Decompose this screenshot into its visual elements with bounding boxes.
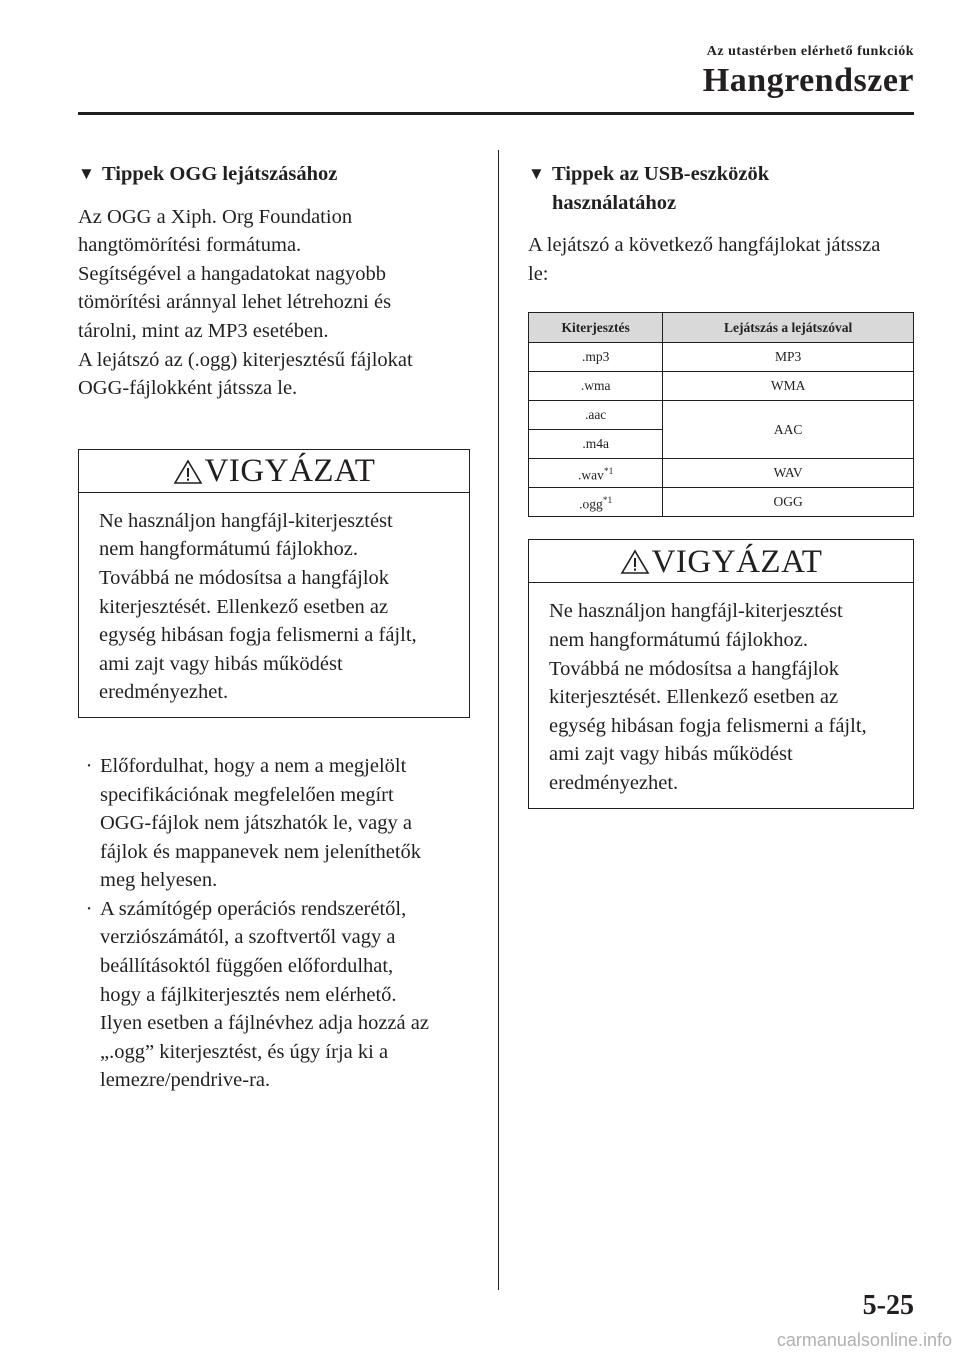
table-cell-format: AAC — [663, 401, 914, 459]
caution-title: VIGYÁZAT — [651, 544, 823, 581]
text-line: Segítségével a hangadatokat nagyobb — [78, 262, 386, 285]
section-heading-text: Tippek OGG lejátszásához — [102, 163, 338, 185]
caution-box-right — [528, 539, 914, 808]
caution-line: Továbbá ne módosítsa a hangfájlok — [549, 657, 840, 680]
table-cell-ext: .aac — [529, 401, 663, 430]
table-row — [529, 343, 914, 372]
column-divider — [498, 150, 499, 1290]
watermark: carmanualsonline.info — [776, 1330, 952, 1350]
header-rule — [78, 112, 914, 115]
text-line: OGG-fájlokként játssza le. — [78, 377, 298, 400]
section-heading-text: használatához — [552, 191, 677, 214]
table-row — [529, 401, 914, 430]
caution-header — [529, 540, 913, 583]
caution-line: kiterjesztését. Ellenkező esetben az — [549, 686, 839, 709]
warning-triangle-icon — [620, 549, 650, 575]
table-header-row — [529, 313, 914, 343]
table-row — [529, 488, 914, 517]
file-format-table — [528, 312, 914, 517]
bullet-line: hogy a fájlkiterjesztés nem elérhető. — [100, 983, 397, 1006]
table-cell-ext — [529, 459, 663, 488]
bullet-list — [78, 752, 470, 1095]
section-heading-text: Tippek az USB-eszközök — [552, 163, 770, 185]
triangle-marker-icon: ▼ — [78, 164, 95, 183]
caution-line: Ne használjon hangfájl-kiterjesztést — [549, 600, 843, 623]
text-line: A lejátszó a következő hangfájlokat játssza — [528, 234, 881, 257]
right-column — [528, 160, 914, 809]
caution-line: ami zajt vagy hibás működést — [549, 743, 793, 766]
table-cell-ext: .wma — [529, 372, 663, 401]
warning-triangle-icon — [173, 459, 203, 485]
footnote-mark: *1 — [602, 495, 613, 506]
table-row — [529, 372, 914, 401]
section-heading-ogg — [78, 160, 470, 189]
ext-text: .ogg — [579, 496, 603, 512]
caution-box-left — [78, 449, 470, 718]
bullet-line: Előfordulhat, hogy a nem a megjelölt — [100, 754, 407, 777]
text-line: le: — [528, 262, 549, 285]
text-line: A lejátszó az (.ogg) kiterjesztésű fájlokat — [78, 348, 413, 371]
text-line: tárolni, mint az MP3 esetében. — [78, 319, 329, 342]
footnote-mark: *1 — [603, 466, 614, 477]
caution-title: VIGYÁZAT — [204, 453, 376, 490]
table-cell-format: MP3 — [663, 343, 914, 372]
bullet-line: verziószámától, a szoftvertől vagy a — [100, 926, 396, 949]
column-header: Lejátszás a lejátszóval — [663, 313, 914, 343]
table-cell-format: WMA — [663, 372, 914, 401]
ogg-description — [78, 203, 470, 403]
bullet-line: lemezre/pendrive-ra. — [100, 1069, 271, 1092]
text-line: hangtömörítési formátuma. — [78, 234, 302, 257]
caution-line: egység hibásan fogja felismerni a fájlt, — [549, 714, 867, 737]
text-line: Az OGG a Xiph. Org Foundation — [78, 205, 353, 228]
column-header: Kiterjesztés — [529, 313, 663, 343]
bullet-line: beállításoktól függően előfordulhat, — [100, 955, 394, 978]
caution-line: ami zajt vagy hibás működést — [99, 652, 343, 675]
page-number: 5-25 — [862, 1290, 914, 1321]
caution-header — [79, 450, 469, 493]
bullet-dot-icon: · — [85, 754, 93, 777]
header-subtitle: Az utastérben elérhető funkciók — [706, 44, 914, 59]
caution-line: kiterjesztését. Ellenkező esetben az — [99, 595, 389, 618]
text-line: tömörítési aránnyal lehet létrehozni és — [78, 291, 392, 314]
list-item — [78, 752, 470, 895]
bullet-line: specifikációnak megfelelően megírt — [100, 783, 394, 806]
bullet-line: fájlok és mappanevek nem jeleníthetők — [100, 840, 422, 863]
list-item — [78, 895, 470, 1095]
caution-body — [79, 493, 469, 717]
caution-line: nem hangformátumú fájlokhoz. — [99, 538, 359, 561]
bullet-dot-icon: · — [85, 897, 93, 920]
table-cell-format: OGG — [663, 488, 914, 517]
caution-line: Ne használjon hangfájl-kiterjesztést — [99, 509, 393, 532]
triangle-marker-icon: ▼ — [528, 164, 545, 183]
left-column — [78, 160, 470, 1095]
header-title: Hangrendszer — [702, 62, 914, 99]
usb-intro — [528, 231, 914, 288]
bullet-line: A számítógép operációs rendszerétől, — [100, 897, 407, 920]
bullet-line: OGG-fájlok nem játszhatók le, vagy a — [100, 812, 412, 835]
bullet-line: Ilyen esetben a fájlnévhez adja hozzá az — [100, 1012, 429, 1035]
ext-text: .wav — [577, 467, 604, 483]
caution-line: eredményezhet. — [99, 681, 229, 704]
caution-line: Továbbá ne módosítsa a hangfájlok — [99, 566, 390, 589]
bullet-line: meg helyesen. — [100, 869, 218, 892]
table-cell-ext — [529, 488, 663, 517]
table-cell-format: WAV — [663, 459, 914, 488]
table-cell-ext: .m4a — [529, 430, 663, 459]
caution-line: eredményezhet. — [549, 771, 679, 794]
table-row — [529, 459, 914, 488]
table-cell-ext: .mp3 — [529, 343, 663, 372]
section-heading-usb — [528, 160, 914, 217]
caution-body — [529, 583, 913, 807]
caution-line: egység hibásan fogja felismerni a fájlt, — [99, 624, 417, 647]
caution-line: nem hangformátumú fájlokhoz. — [549, 628, 809, 651]
bullet-line: „.ogg” kiterjesztést, és úgy írja ki a — [100, 1040, 389, 1063]
